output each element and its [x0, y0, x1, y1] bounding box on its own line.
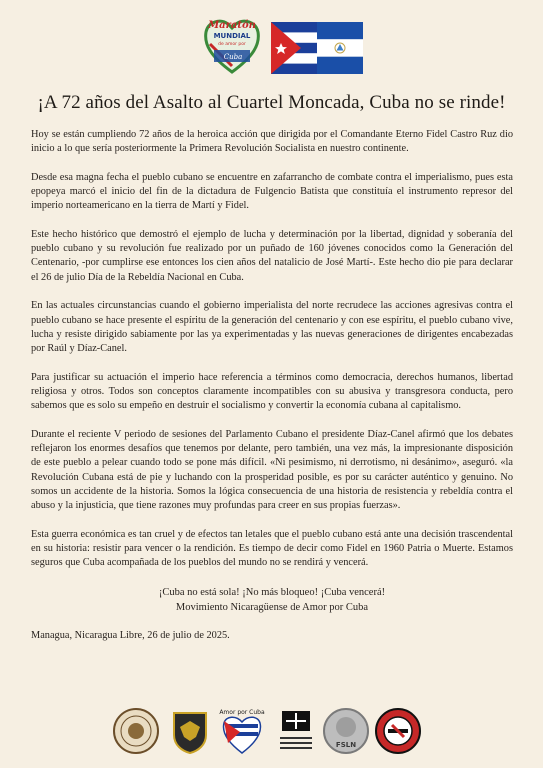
amor-por-cuba-label: Amor por Cuba [219, 709, 265, 716]
cfe-logo [272, 705, 320, 757]
closing [31, 585, 513, 615]
paragraph: Para justificar su actuación el imperio hace referencia a términos como democracia, derechos humanos, libertad religiosa y otros. Todos son conceptos claramente incompatibles con su abusiva y transgresora conducta, pero sabemos que es solo su empeño en destruir el socialismo y convertir la economía cubana al capitalismo. [31, 371, 513, 412]
cuba-nicaragua-flag [271, 22, 363, 74]
header [0, 14, 543, 78]
fsln-label: FSLN [335, 741, 357, 749]
closing-slogan: ¡Cuba no está sola! ¡No más bloqueo! ¡Cuba vencerá! [158, 586, 386, 598]
fsln-logo [322, 705, 370, 757]
paragraph: Esta guerra económica es tan cruel y de efectos tan letales que el pueblo cubano está ante una decisión trascendental en su historia: resistir para vencer o la rendición. Es tiempo de decir como Fidel en 1960 Patria o Muerte. Estamos seguros que Cuba acompañada de los pueblos del mundo no se rendirá y vencerá. [31, 528, 513, 569]
logo-text-cuba: Cuba [223, 53, 243, 61]
page-title: ¡A 72 años del Asalto al Cuartel Moncada, Cuba no se rinde! [37, 92, 506, 113]
heart-cuba-logo [202, 14, 262, 76]
footer-logos [0, 705, 543, 759]
seal-logo-1 [112, 705, 160, 757]
letter-body [31, 128, 513, 643]
paragraph: En las actuales circunstancias cuando el gobierno imperialista del norte recrudece las acciones agresivas contra el pueblo cubano se hace presente el espíritu de la generación del centenario y con ese espíritu, el pueblo cubano vive, lucha y resiste dirigido sabiamente por las ya experimentadas y las nuevas generaciones de dirigentes encabezadas por Raúl y Díaz-Canel. [31, 300, 513, 355]
logo-text-maraton: Maratón [208, 20, 256, 31]
logo-text-amor: de amor por [218, 42, 246, 47]
red-seal-logo [374, 705, 422, 757]
paragraph: Hoy se están cumpliendo 72 años de la heroica acción que dirigida por el Comandante Eterno Fidel Castro Ruz dio inicio a lo que sería posteriormente la Primera Revolución Socialista en nuestro continente. [31, 129, 513, 155]
logo-text-mundial: MUNDIAL [213, 32, 251, 40]
paragraph: Desde esa magna fecha el pueblo cubano se encuentre en zafarrancho de combate contra el imperialismo, pues esta epopeya marcó el inicio del fin de la dictadura de Fulgencio Batista que constituía el instrumento represor del imperio norteamericano en la tierra de Martí y Fidel. [31, 171, 513, 212]
dateline: Managua, Nicaragua Libre, 26 de julio de 2025. [31, 629, 230, 641]
eagle-emblem-logo [166, 705, 214, 757]
amor-por-cuba-logo [218, 705, 266, 757]
paragraph: Durante el reciente V periodo de sesiones del Parlamento Cubano el presidente Díaz-Canel afirmó que los debates reflejaron los enormes desafíos que tenemos por delante, pero también, una vez más, la impresionante disposición de este pueblo a pelear cuando todo se pone más difícil. «Ni pesimismo, ni derrotismo, ni desánimo», aseguró. «la Revolución Cubana está de pie y luchando con la prosperidad posible, es por su carácter auténtico y genuino. No somos un accidente de la historia. Somos la lógica consecuencia de una historia de resistencia y rebeldía contra el abuso y la injusticia, que tiene razones muy profundas para creer en sus propias fuerzas». [31, 428, 513, 512]
closing-signature: Movimiento Nicaragüense de Amor por Cuba [175, 601, 369, 613]
paragraph: Este hecho histórico que demostró el ejemplo de lucha y determinación por la libertad, dignidad y soberanía del pueblo cubano y su revolución fue realizado por un puñado de 160 jóvenes conocidos como la Generación del Centenario, -por cumplirse ese entonces los cien años del natalicio de José Martí-. Este hecho dio pie para declarar el 26 de julio Día de la Rebeldía Nacional en Cuba. [31, 228, 513, 283]
